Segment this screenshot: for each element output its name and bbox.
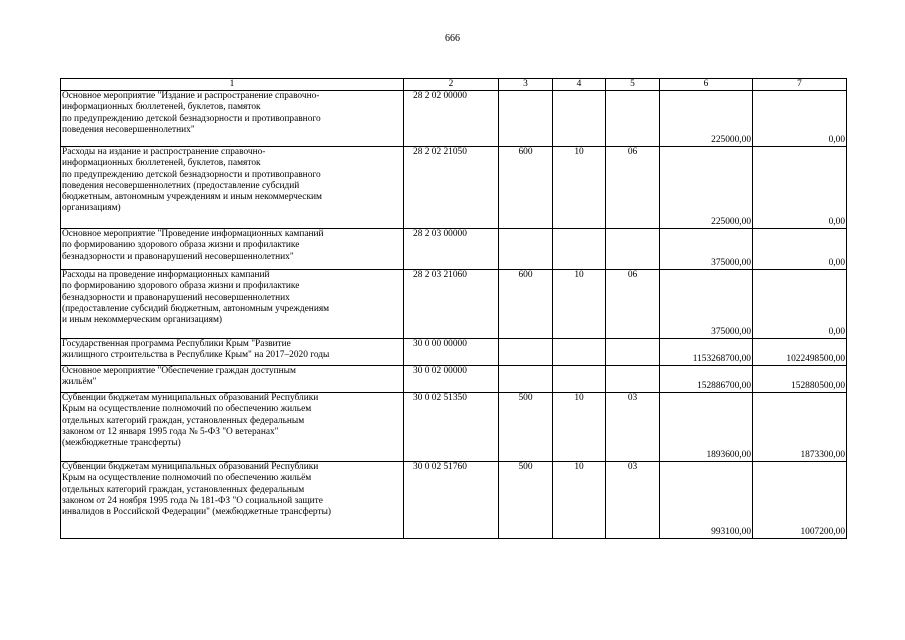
row-section: 10 (553, 393, 606, 462)
budget-table (60, 78, 847, 539)
row-amount-2: 0,00 (753, 91, 847, 147)
row-expense-type (499, 229, 553, 270)
table-row (61, 393, 847, 462)
row-name: Основное мероприятие "Издание и распространение справочно- информационных бюллетеней, буклетов, памяток по предупреждению детской безнадзорности и противоправного поведения несовершеннолетних" (61, 91, 404, 147)
row-subsection: 06 (606, 270, 660, 339)
table-row (61, 147, 847, 229)
row-name: Расходы на проведение информационных кампаний по формированию здорового образа жизни и профилактике безнадзорности и правонарушений несовершеннолетних (предоставление субсидий бюджетным, автономным учреждениям и иным некоммерческим организациям) (61, 270, 404, 339)
row-amount-2: 0,00 (753, 270, 847, 339)
row-section: 10 (553, 270, 606, 339)
row-name: Государственная программа Республики Крым "Развитие жилищного строительства в Республике Крым" на 2017–2020 годы (61, 339, 404, 366)
row-subsection: 03 (606, 393, 660, 462)
row-code: 28 2 02 00000 (404, 91, 499, 147)
row-amount-1: 375000,00 (660, 229, 753, 270)
table-row (61, 366, 847, 393)
row-expense-type (499, 91, 553, 147)
row-name: Субвенции бюджетам муниципальных образований Республики Крым на осуществление полномочий по обеспечению жильем отдельных категорий граждан, установленных федеральным законом от 12 января 1995 года № 5-ФЗ "О ветеранах" (межбюджетные трансферты) (61, 393, 404, 462)
row-amount-2: 0,00 (753, 147, 847, 229)
row-amount-2: 152880500,00 (753, 366, 847, 393)
row-amount-2: 1007200,00 (753, 462, 847, 539)
row-subsection (606, 91, 660, 147)
row-code: 30 0 02 51350 (404, 393, 499, 462)
row-subsection: 06 (606, 147, 660, 229)
row-code: 30 0 00 00000 (404, 339, 499, 366)
row-name: Субвенции бюджетам муниципальных образований Республики Крым на осуществление полномочий по обеспечению жильём отдельных категорий граждан, установленных федеральным законом от 24 ноября 1995 года № 181-ФЗ "О социальной защите инвалидов в Российской Федерации" (межбюджетные трансферты) (61, 462, 404, 539)
row-code: 30 0 02 00000 (404, 366, 499, 393)
row-code: 28 2 02 21050 (404, 147, 499, 229)
column-header: 3 (499, 79, 553, 91)
row-subsection (606, 339, 660, 366)
row-section (553, 366, 606, 393)
row-amount-1: 225000,00 (660, 147, 753, 229)
row-section: 10 (553, 462, 606, 539)
row-name: Основное мероприятие "Обеспечение граждан доступным жильём" (61, 366, 404, 393)
row-amount-1: 152886700,00 (660, 366, 753, 393)
row-code: 28 2 03 00000 (404, 229, 499, 270)
column-header: 2 (404, 79, 499, 91)
table-row (61, 229, 847, 270)
row-amount-2: 1873300,00 (753, 393, 847, 462)
row-code: 30 0 02 51760 (404, 462, 499, 539)
row-section (553, 229, 606, 270)
column-header: 4 (553, 79, 606, 91)
row-section (553, 91, 606, 147)
table-row (61, 462, 847, 539)
row-amount-1: 993100,00 (660, 462, 753, 539)
row-expense-type (499, 366, 553, 393)
row-amount-1: 1893600,00 (660, 393, 753, 462)
row-expense-type: 500 (499, 462, 553, 539)
table-header-row (61, 79, 847, 91)
page-number: 666 (445, 33, 460, 44)
column-header: 5 (606, 79, 660, 91)
table-row (61, 270, 847, 339)
row-section: 10 (553, 147, 606, 229)
table-row (61, 339, 847, 366)
row-expense-type: 500 (499, 393, 553, 462)
column-header: 6 (660, 79, 753, 91)
column-header: 1 (61, 79, 404, 91)
row-name: Основное мероприятие "Проведение информационных кампаний по формированию здорового образа жизни и профилактике безнадзорности и правонарушений несовершеннолетних" (61, 229, 404, 270)
table-row (61, 91, 847, 147)
column-header: 7 (753, 79, 847, 91)
row-amount-2: 1022498500,00 (753, 339, 847, 366)
row-name: Расходы на издание и распространение справочно- информационных бюллетеней, буклетов, памяток по предупреждению детской безнадзорности и противоправного поведения несовершеннолетних (предоставление субсидий бюджетным, автономным учреждениям и иным некоммерческим организациям) (61, 147, 404, 229)
row-expense-type (499, 339, 553, 366)
row-amount-1: 1153268700,00 (660, 339, 753, 366)
row-expense-type: 600 (499, 147, 553, 229)
row-amount-1: 375000,00 (660, 270, 753, 339)
row-subsection (606, 366, 660, 393)
row-code: 28 2 03 21060 (404, 270, 499, 339)
row-expense-type: 600 (499, 270, 553, 339)
row-amount-2: 0,00 (753, 229, 847, 270)
row-subsection: 03 (606, 462, 660, 539)
row-amount-1: 225000,00 (660, 91, 753, 147)
row-subsection (606, 229, 660, 270)
row-section (553, 339, 606, 366)
